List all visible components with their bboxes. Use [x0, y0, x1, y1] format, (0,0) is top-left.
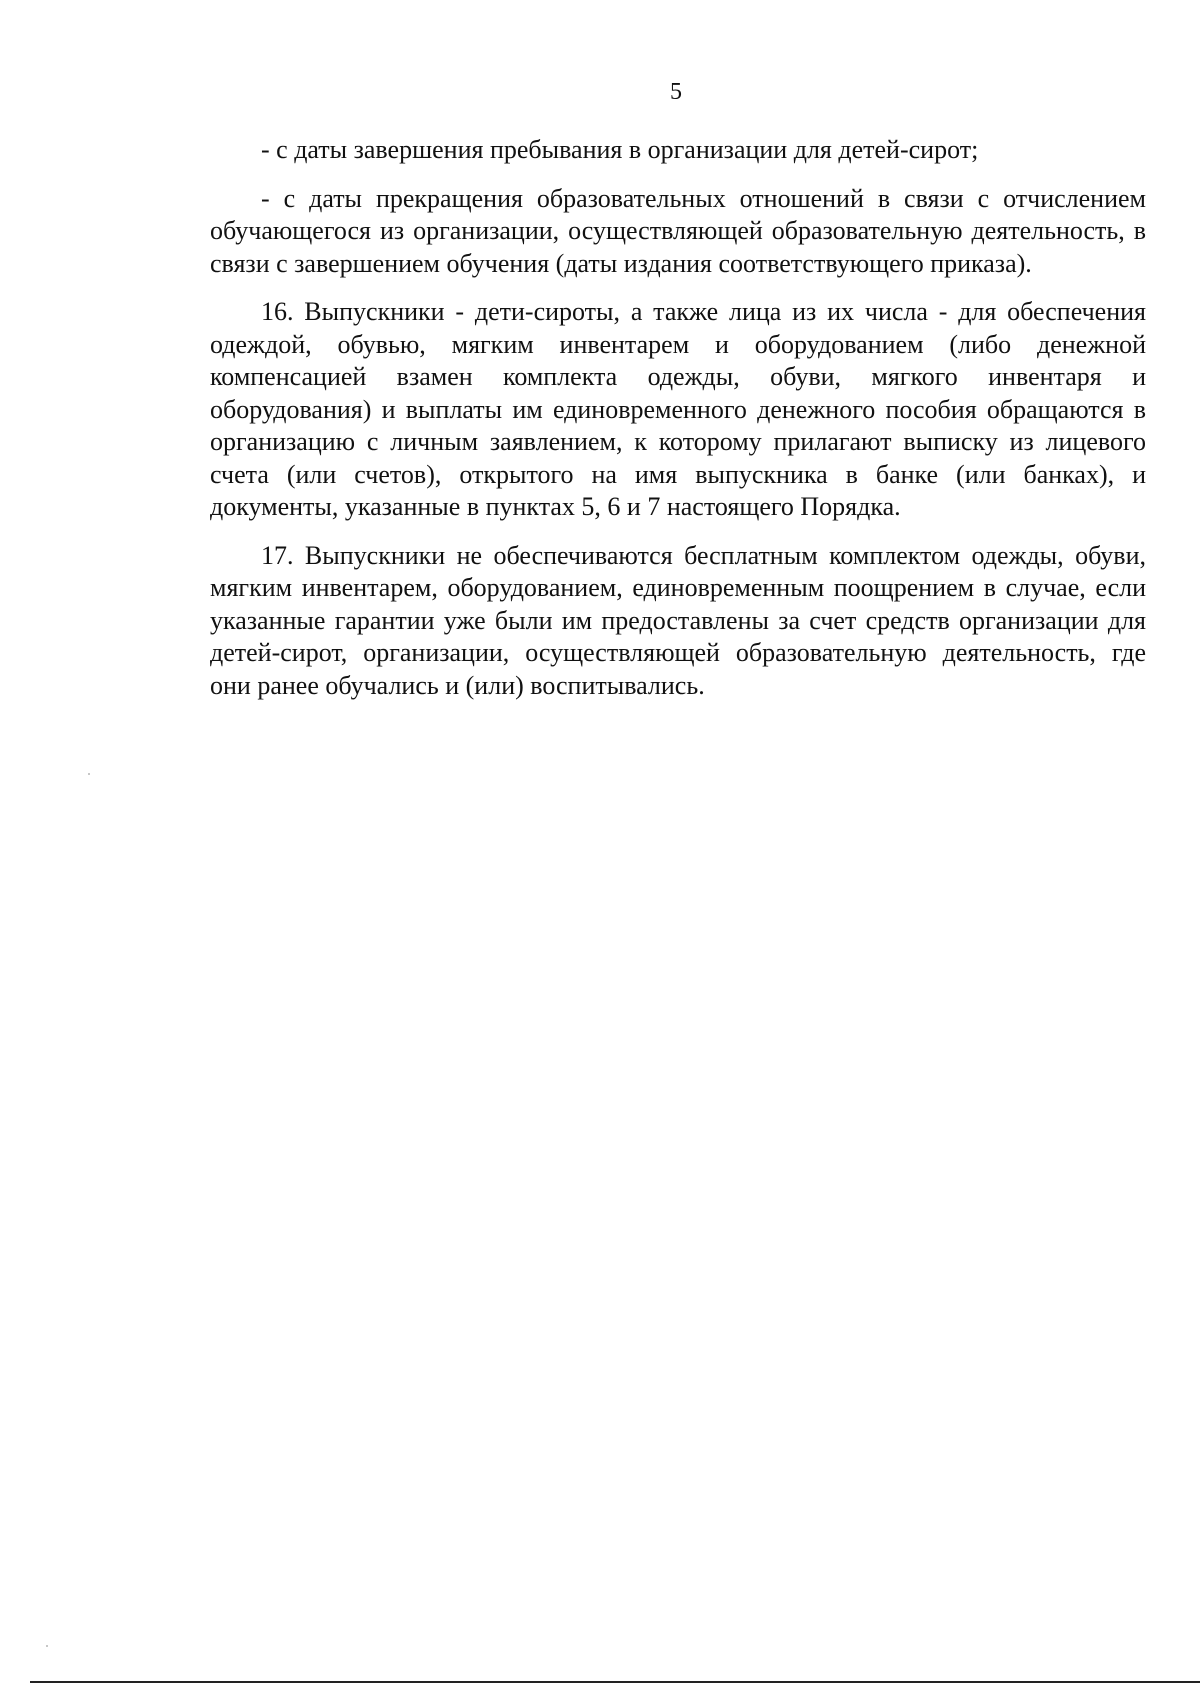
paragraph-graduation-date: - с даты завершения пребывания в организации для детей-сирот;	[261, 135, 979, 164]
scan-speck	[88, 773, 90, 775]
scan-speck	[46, 1645, 48, 1647]
paragraph-16-graduates-application: 16. Выпускники - дети-сироты, а также лица из их числа - для обеспечения одеждой, обувью, мягким инвентарем и оборудованием (либо денежной компенсацией взамен комплекта одежды, обуви, мягкого инвентаря и оборудования) и выплаты им единовременного денежного пособия обращаются в организацию с личным заявлением, к которому прилагают выписку из лицевого счета (или счетов), открытого на имя выпускника в банке (или банках), и документы, указанные в пунктах 5, 6 и 7 настоящего Порядка.	[210, 297, 1146, 521]
page-number: 5	[670, 79, 682, 105]
page-bottom-edge	[30, 1681, 1200, 1683]
document-body	[210, 134, 1146, 718]
paragraph-termination-date: - с даты прекращения образовательных отношений в связи с отчислением обучающегося из организации, осуществляющей образовательную деятельность, в связи с завершением обучения (даты издания соответствующего приказа).	[210, 183, 1146, 278]
paragraph-17-graduates-exclusion: 17. Выпускники не обеспечиваются бесплатным комплектом одежды, обуви, мягким инвентарем, оборудованием, единовременным поощрением в случае, если указанные гарантии уже были им предоставлены за счет средств организации для детей-сирот, организации, осуществляющей образовательную деятельность, где они ранее обучались и (или) воспитывались.	[210, 540, 1146, 700]
